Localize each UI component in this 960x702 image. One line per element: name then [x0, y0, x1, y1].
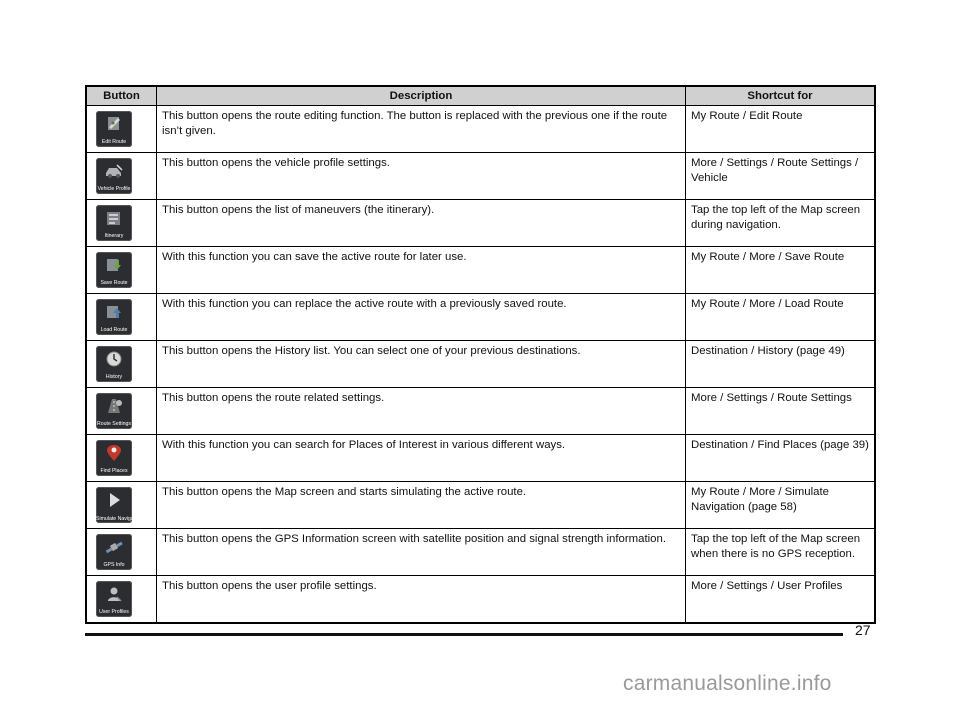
- watermark: carmanualsonline.info: [623, 672, 832, 695]
- gps-info-icon: GPS Info: [96, 534, 132, 570]
- table-row: [86, 576, 875, 624]
- vehicle-profile-icon: Vehicle Profile: [96, 158, 132, 194]
- user-profiles-icon: User Profiles: [96, 581, 132, 617]
- edit-route-icon: Edit Route: [96, 111, 132, 147]
- header-description: Description: [157, 86, 686, 106]
- shortcut-cell: Destination / Find Places (page 39): [686, 435, 876, 482]
- table-row: [86, 294, 875, 341]
- find-places-icon: Find Places: [96, 440, 132, 476]
- table-row: [86, 388, 875, 435]
- shortcut-cell: More / Settings / Route Settings / Vehicle: [686, 153, 876, 200]
- table-row: [86, 341, 875, 388]
- itinerary-icon: Itinerary: [96, 205, 132, 241]
- manual-table: [85, 85, 876, 624]
- table-row: [86, 247, 875, 294]
- shortcut-cell: My Route / More / Save Route: [686, 247, 876, 294]
- description-cell: With this function you can search for Places of Interest in various different ways.: [157, 435, 686, 482]
- description-cell: This button opens the History list. You can select one of your previous destinations.: [157, 341, 686, 388]
- description-cell: With this function you can save the active route for later use.: [157, 247, 686, 294]
- shortcut-cell: Destination / History (page 49): [686, 341, 876, 388]
- description-cell: This button opens the route related settings.: [157, 388, 686, 435]
- description-cell: This button opens the list of maneuvers (the itinerary).: [157, 200, 686, 247]
- shortcut-cell: More / Settings / Route Settings: [686, 388, 876, 435]
- shortcut-cell: My Route / More / Load Route: [686, 294, 876, 341]
- shortcut-cell: My Route / More / Simulate Navigation (page 58): [686, 482, 876, 529]
- shortcut-cell: More / Settings / User Profiles: [686, 576, 876, 624]
- table-row: [86, 153, 875, 200]
- save-route-icon: Save Route: [96, 252, 132, 288]
- shortcut-cell: Tap the top left of the Map screen during navigation.: [686, 200, 876, 247]
- table-row: [86, 529, 875, 576]
- header-button: Button: [86, 86, 157, 106]
- table-row: [86, 435, 875, 482]
- footer-rule: [85, 633, 843, 636]
- description-cell: This button opens the user profile settings.: [157, 576, 686, 624]
- page-number: 27: [855, 622, 871, 638]
- table-row: [86, 200, 875, 247]
- simulate-navigation-icon: Simulate Navigation: [96, 487, 132, 523]
- description-cell: This button opens the vehicle profile settings.: [157, 153, 686, 200]
- description-cell: With this function you can replace the active route with a previously saved route.: [157, 294, 686, 341]
- description-cell: This button opens the route editing function. The button is replaced with the previous one if the route isn’t given.: [157, 106, 686, 153]
- history-icon: History: [96, 346, 132, 382]
- header-shortcut: Shortcut for: [686, 86, 876, 106]
- shortcut-cell: My Route / Edit Route: [686, 106, 876, 153]
- table-row: [86, 482, 875, 529]
- route-settings-icon: Route Settings: [96, 393, 132, 429]
- load-route-icon: Load Route: [96, 299, 132, 335]
- table-header-row: [86, 86, 875, 106]
- description-cell: This button opens the Map screen and starts simulating the active route.: [157, 482, 686, 529]
- table-row: [86, 106, 875, 153]
- shortcut-cell: Tap the top left of the Map screen when there is no GPS reception.: [686, 529, 876, 576]
- description-cell: This button opens the GPS Information screen with satellite position and signal strength information.: [157, 529, 686, 576]
